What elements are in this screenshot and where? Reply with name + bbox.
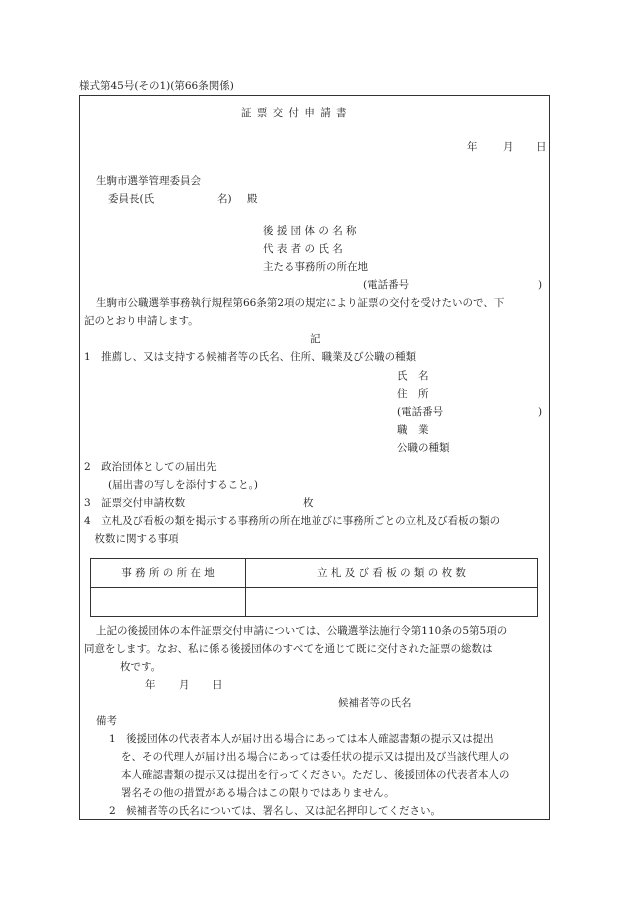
office-signboard-table [90,558,538,617]
applicant-phone-open: (電話番号 [363,279,410,291]
item4-line-1: 4 立札及び看板の類を掲示する事務所の所在地並びに事務所ごとの立札及び看板の類の [84,515,501,527]
applicant-office-address-label: 主たる事務所の所在地 [263,261,368,273]
candidate-name-label: 候補者等の氏名 [338,697,412,709]
page-title: 証 票 交 付 申 請 書 [241,107,348,119]
date-month: 月 [503,141,514,153]
item1-office-type: 公職の種類 [397,442,450,454]
item4-line-2: 枚数に関する事項 [84,533,179,545]
applicant-group-name-label: 後 援 団 体 の 名 称 [263,225,357,237]
date-year: 年 [467,141,478,153]
item1-address: 住 所 [397,388,429,400]
table-header-office-address: 事 務 所 の 所 在 地 [91,559,246,588]
consent-line-2: 同意をします。なお、私に係る後援団体のすべてを通じて既に交付された証票の総数は [84,643,493,655]
ki-heading: 記 [310,333,321,345]
addressee-honorific: 殿 [247,193,258,205]
remarks-note1-line-1: 1 後援団体の代表者本人が届け出る場合にあっては本人確認書類の提示又は提出 [109,733,494,745]
table-header-signboard-count: 立 札 及 び 看 板 の 類 の 枚 数 [246,559,538,588]
consent-date-day: 日 [212,679,223,691]
remarks-note1-line-4: 署名その他の措置がある場合はこの限りではありません。 [121,787,395,799]
consent-line-1: 上記の後援団体の本件証票交付申請については、公職選挙法施行令第110条の5第5項の [96,625,508,637]
remarks-note1-line-2: を、その代理人が届け出る場合にあっては委任状の提示又は提出及び当該代理人の [121,751,510,763]
item2-note: (届出書の写しを添付すること。) [108,479,258,491]
item1-occupation: 職 業 [397,424,429,436]
intro-line-2: 記のとおり申請します。 [84,315,199,327]
table-row [91,588,538,617]
consent-line-3: 枚です。 [120,661,162,673]
table-cell-office-address [91,588,246,617]
table-cell-signboard-count [246,588,538,617]
item3-unit: 枚 [303,497,314,509]
item3-label: 3 証票交付申請枚数 [84,497,186,509]
consent-date-year: 年 [145,679,156,691]
item1-phone-close: ) [538,406,543,418]
item1-phone-open: (電話番号 [397,406,444,418]
form-number: 様式第45号(その1)(第66条関係) [79,80,234,92]
intro-line-1: 生駒市公職選挙事務執行規程第66条第2項の規定により証票の交付を受けたいので、下 [96,297,505,309]
addressee-chair-suffix: 名) [217,193,232,205]
addressee-chair-prefix: 委員長(氏 [108,193,155,205]
remarks-note1-line-3: 本人確認書類の提示又は提出を行ってください。ただし、後援団体の代表者本人の [121,769,510,781]
date-day: 日 [536,141,547,153]
remarks-note2: 2 候補者等の氏名については、署名し、又は記名押印してください。 [109,805,441,817]
item2-label: 2 政治団体としての届出先 [84,461,217,473]
item1-label: 1 推薦し、又は支持する候補者等の氏名、住所、職業及び公職の種類 [84,351,417,363]
applicant-representative-label: 代 表 者 の 氏 名 [263,243,343,255]
consent-date-month: 月 [179,679,190,691]
remarks-heading: 備考 [96,715,117,727]
applicant-phone-close: ) [538,279,543,291]
item1-name: 氏 名 [397,370,429,382]
addressee-org: 生駒市選挙管理委員会 [96,175,201,187]
table-header-row [91,559,538,588]
